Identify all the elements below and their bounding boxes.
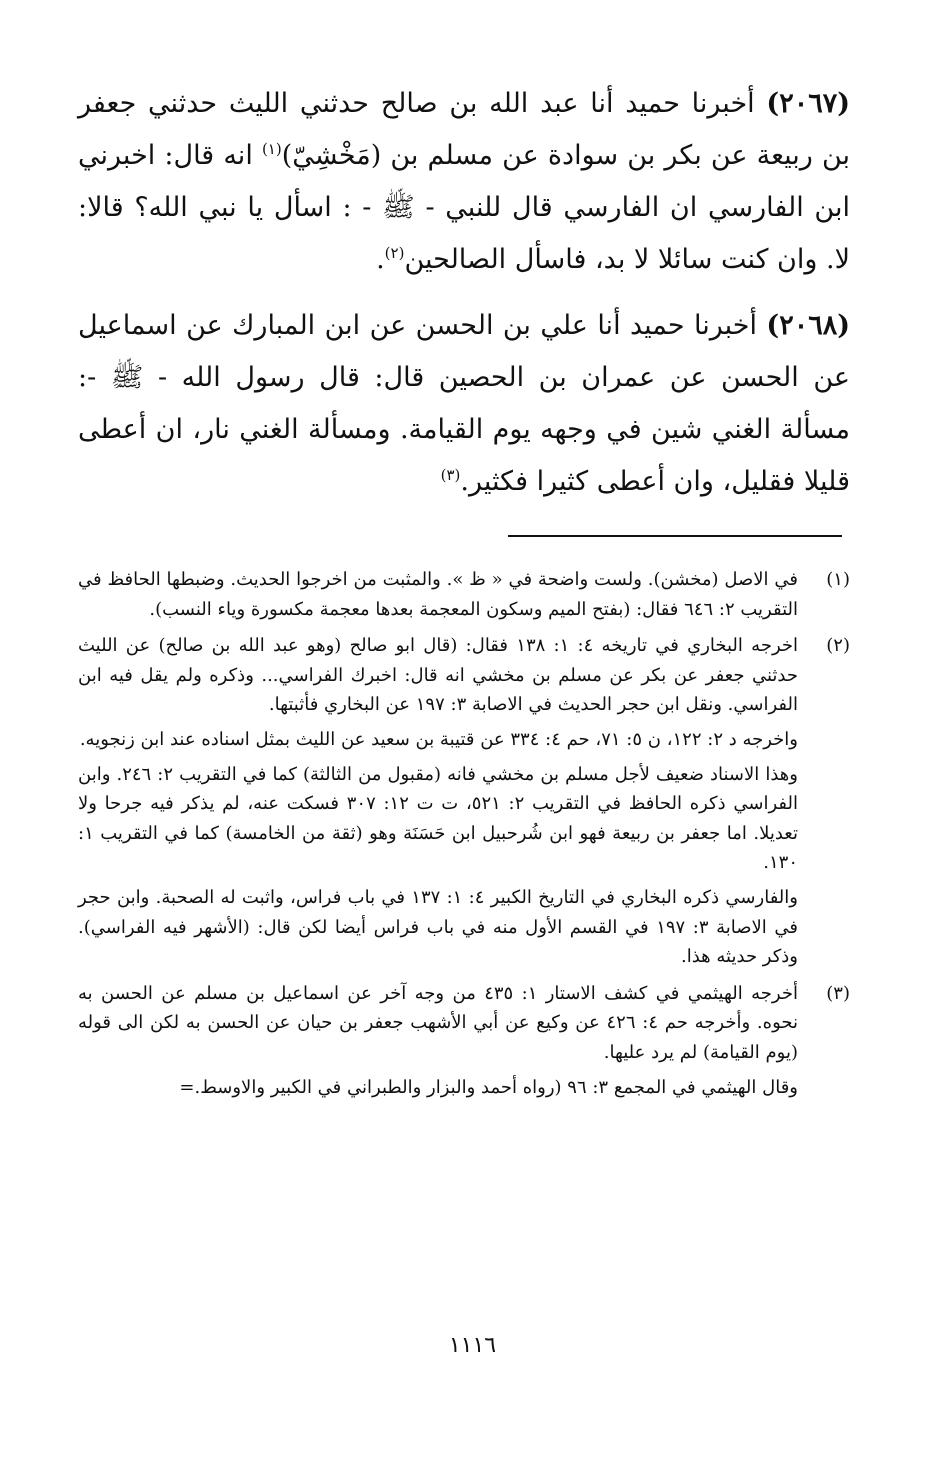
hadith-text: انه قال: اخبرني ابن الفارسي ان الفارسي قال للنبي - ﷺ - : اسأل يا نبي الله؟ قالا: لا. وان كنت سائلا لا بد، فاسأل الصالحين xyxy=(78,140,850,275)
hadith-text: أخبرنا حميد أنا عبد الله بن صالح حدثني الليث حدثني جعفر بن ربيعة عن بكر بن سوادة عن مسلم بن (مَخْشِيّ) xyxy=(78,88,851,171)
footnote-text: وهذا الاسناد ضعيف لأجل مسلم بن مخشي فانه (مقبول من الثالثة) كما في التقريب ٢: ٢٤٦. وابن الفراسي ذكره الحافظ في التقريب ٢: ٥٢١، ت ت ١٢: ٣٠٧ فسكت عنه، لم يذكر فيه جرحا ولا تعديلا. اما جعفر بن ربيعة فهو ابن شُرحبيل ابن حَسَنَة وهو (ثقة من الخامسة) كما في التقريب ١: ١٣٠. xyxy=(78,763,798,874)
hadith-paragraph xyxy=(78,300,850,508)
hadith-text: أخبرنا حميد أنا علي بن الحسن عن ابن المبارك عن اسماعيل عن الحسن عن عمران بن الحصين قال: قال رسول الله - ﷺ -: مسألة الغني شين في وجهه يوم القيامة. ومسألة الغني نار، ان أعطى قليلا فقليل، وان أعطى كثيرا فكثير. xyxy=(78,310,850,497)
footnote-text: وقال الهيثمي في المجمع ٣: ٩٦ (رواه أحمد والبزار والطبراني في الكبير والاوسط.= xyxy=(179,1076,798,1098)
footnote-number: (١) xyxy=(826,569,850,590)
hadith-text: . xyxy=(376,244,385,275)
hadith-number: (٢٠٦٨) xyxy=(766,310,850,341)
main-text xyxy=(78,78,850,522)
footnote-text: اخرجه البخاري في تاريخه ٤: ١: ١٣٨ فقال: (قال ابو صالح (وهو عبد الله بن صالح) عن الليث حدثني جعفر عن بكر عن مسلم بن مخشي انه قال: اخبرك الفراسي... وذكره ولم يقل فيه ابن الفراسي. ونقل ابن حجر الحديث في الاصابة ٣: ١٩٧ عن البخاري فأثبتها. xyxy=(78,635,799,716)
footnote xyxy=(78,631,850,977)
page-number: ١١١٦ xyxy=(448,1333,497,1358)
hadith-number: (٢٠٦٧) xyxy=(766,88,850,119)
footnote-reference[interactable]: (١) xyxy=(261,140,282,158)
footnote-text: والفارسي ذكره البخاري في التاريخ الكبير ٤: ١: ١٣٧ في باب فراس، واثبت له الصحبة. وابن حجر في الاصابة ٣: ١٩٧ في القسم الأول منه في باب فراس أيضا لكن قال: (الأشهر فيه الفراسي). وذكر حديثه هذا. xyxy=(78,886,798,968)
footnote-text: في الاصل (مخشن). ولست واضحة في « ظ ». والمثبت من اخرجوا الحديث. وضبطها الحافظ في التقريب ٢: ٦٤٦ فقال: (بفتح الميم وسكون المعجمة بعدها معجمة مكسورة وياء النسب). xyxy=(78,569,798,620)
hadith-paragraph xyxy=(78,78,850,286)
footnote-text: أخرجه الهيثمي في كشف الاستار ١: ٤٣٥ من وجه آخر عن اسماعيل بن مسلم عن الحسن به نحوه. وأخرجه حم ٤: ٤٢٦ عن وكيع عن أبي الأشهب جعفر بن حيان عن الحسن به لكن الى قوله (يوم القيامة) لم يرد عليها. xyxy=(78,982,798,1063)
footnote-body xyxy=(78,565,798,629)
footnote-number: (٣) xyxy=(826,982,850,1004)
footnote-body xyxy=(78,979,798,1107)
footnote-separator xyxy=(508,535,842,537)
footnote-text: واخرجه د ٢: ١٢٢، ن ٥: ٧١، حم ٤: ٣٣٤ عن قتيبة بن سعيد عن الليث بمثل اسناده عند ابن زنجويه. xyxy=(79,728,798,750)
footnote-number: (٢) xyxy=(826,635,850,657)
footnote-body xyxy=(78,631,798,977)
footnote xyxy=(78,979,850,1107)
footnotes-section xyxy=(78,565,850,1109)
footnote-reference[interactable]: (٣) xyxy=(440,466,461,484)
footnote-reference[interactable]: (٢) xyxy=(384,244,405,262)
footnote xyxy=(78,565,850,629)
